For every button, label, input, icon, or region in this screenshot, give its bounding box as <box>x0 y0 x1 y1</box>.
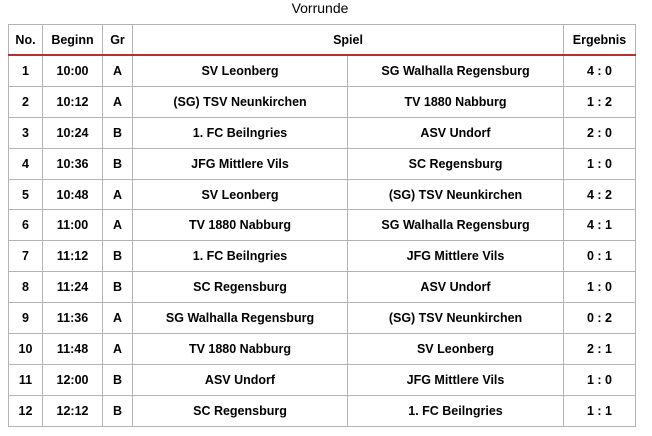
cell-home-team: SV Leonberg <box>133 55 348 86</box>
header-beginn: Beginn <box>43 25 103 56</box>
table-row <box>9 303 636 334</box>
cell-gr: B <box>103 364 133 395</box>
table-row <box>9 210 636 241</box>
cell-result: 2 : 1 <box>564 334 636 365</box>
cell-result: 0 : 1 <box>564 241 636 272</box>
cell-beginn: 10:36 <box>43 148 103 179</box>
cell-gr: A <box>103 210 133 241</box>
table-row <box>9 55 636 86</box>
cell-away-team: (SG) TSV Neunkirchen <box>348 303 564 334</box>
cell-gr: A <box>103 179 133 210</box>
cell-away-team: 1. FC Beilngries <box>348 395 564 426</box>
table-row <box>9 241 636 272</box>
table-row <box>9 179 636 210</box>
table-row <box>9 272 636 303</box>
cell-beginn: 11:48 <box>43 334 103 365</box>
cell-home-team: (SG) TSV Neunkirchen <box>133 86 348 117</box>
cell-home-team: JFG Mittlere Vils <box>133 148 348 179</box>
header-no: No. <box>9 25 43 56</box>
cell-result: 4 : 1 <box>564 210 636 241</box>
cell-gr: B <box>103 395 133 426</box>
cell-home-team: SG Walhalla Regensburg <box>133 303 348 334</box>
cell-home-team: 1. FC Beilngries <box>133 241 348 272</box>
cell-no: 8 <box>9 272 43 303</box>
cell-no: 6 <box>9 210 43 241</box>
cell-home-team: TV 1880 Nabburg <box>133 210 348 241</box>
cell-no: 3 <box>9 117 43 148</box>
table-row <box>9 334 636 365</box>
cell-no: 2 <box>9 86 43 117</box>
cell-result: 0 : 2 <box>564 303 636 334</box>
cell-home-team: SC Regensburg <box>133 272 348 303</box>
table-row <box>9 117 636 148</box>
cell-gr: A <box>103 55 133 86</box>
cell-beginn: 12:00 <box>43 364 103 395</box>
cell-no: 7 <box>9 241 43 272</box>
cell-no: 12 <box>9 395 43 426</box>
cell-beginn: 10:24 <box>43 117 103 148</box>
cell-result: 2 : 0 <box>564 117 636 148</box>
table-row <box>9 395 636 426</box>
cell-away-team: (SG) TSV Neunkirchen <box>348 179 564 210</box>
cell-beginn: 10:00 <box>43 55 103 86</box>
cell-no: 10 <box>9 334 43 365</box>
cell-home-team: SV Leonberg <box>133 179 348 210</box>
cell-result: 1 : 0 <box>564 272 636 303</box>
header-spiel: Spiel <box>133 25 564 56</box>
cell-beginn: 11:24 <box>43 272 103 303</box>
cell-away-team: SV Leonberg <box>348 334 564 365</box>
schedule-table <box>8 24 636 427</box>
cell-beginn: 11:36 <box>43 303 103 334</box>
cell-home-team: SC Regensburg <box>133 395 348 426</box>
cell-beginn: 11:00 <box>43 210 103 241</box>
cell-away-team: SG Walhalla Regensburg <box>348 210 564 241</box>
header-gr: Gr <box>103 25 133 56</box>
cell-away-team: JFG Mittlere Vils <box>348 364 564 395</box>
page-title: Vorrunde <box>291 0 349 16</box>
cell-away-team: SC Regensburg <box>348 148 564 179</box>
cell-beginn: 12:12 <box>43 395 103 426</box>
cell-gr: B <box>103 241 133 272</box>
header-ergebnis: Ergebnis <box>564 25 636 56</box>
cell-result: 1 : 1 <box>564 395 636 426</box>
cell-result: 4 : 0 <box>564 55 636 86</box>
cell-no: 9 <box>9 303 43 334</box>
cell-away-team: ASV Undorf <box>348 272 564 303</box>
cell-home-team: TV 1880 Nabburg <box>133 334 348 365</box>
cell-gr: B <box>103 117 133 148</box>
cell-no: 4 <box>9 148 43 179</box>
cell-away-team: ASV Undorf <box>348 117 564 148</box>
cell-gr: B <box>103 148 133 179</box>
cell-no: 1 <box>9 55 43 86</box>
cell-away-team: SG Walhalla Regensburg <box>348 55 564 86</box>
cell-beginn: 11:12 <box>43 241 103 272</box>
header-row <box>9 25 636 56</box>
cell-beginn: 10:48 <box>43 179 103 210</box>
cell-gr: A <box>103 303 133 334</box>
cell-home-team: 1. FC Beilngries <box>133 117 348 148</box>
table-row <box>9 148 636 179</box>
cell-result: 4 : 2 <box>564 179 636 210</box>
cell-away-team: TV 1880 Nabburg <box>348 86 564 117</box>
cell-no: 11 <box>9 364 43 395</box>
cell-gr: A <box>103 86 133 117</box>
cell-result: 1 : 0 <box>564 148 636 179</box>
cell-beginn: 10:12 <box>43 86 103 117</box>
cell-gr: A <box>103 334 133 365</box>
cell-result: 1 : 2 <box>564 86 636 117</box>
cell-gr: B <box>103 272 133 303</box>
cell-away-team: JFG Mittlere Vils <box>348 241 564 272</box>
table-row <box>9 86 636 117</box>
table-row <box>9 364 636 395</box>
cell-no: 5 <box>9 179 43 210</box>
cell-result: 1 : 0 <box>564 364 636 395</box>
cell-home-team: ASV Undorf <box>133 364 348 395</box>
